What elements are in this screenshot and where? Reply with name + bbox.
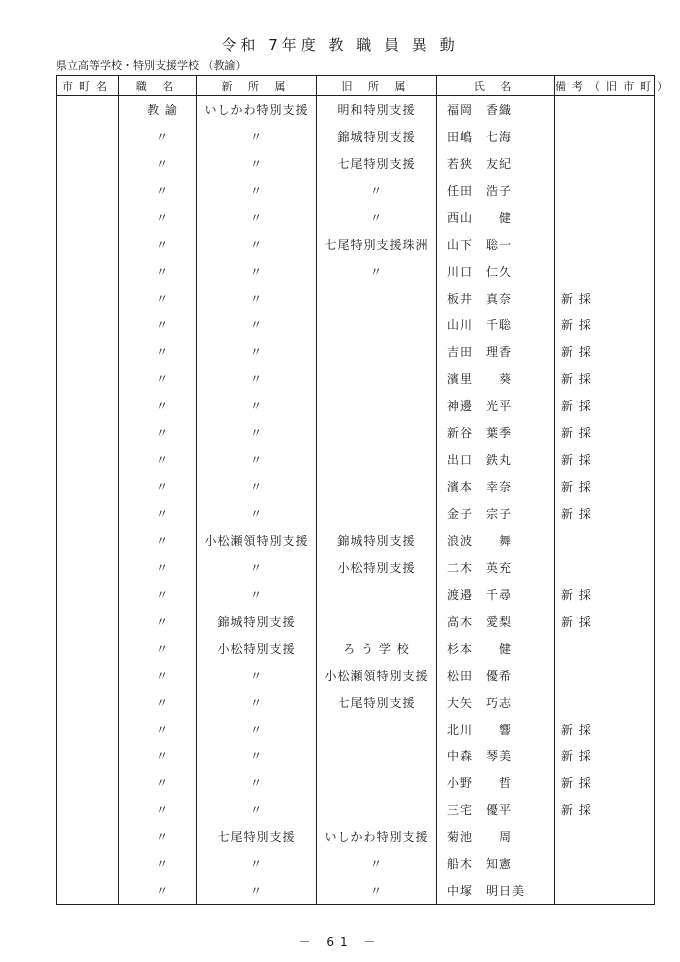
cell-old-post: 七尾特別支援 [317, 689, 437, 716]
cell-name: 濱里 葵 [437, 365, 555, 392]
page-number: － 61 － [298, 935, 382, 949]
cell-new-post: 〃 [197, 258, 317, 285]
cell-note [555, 150, 655, 177]
cell-role: 〃 [119, 554, 197, 581]
cell-city [57, 446, 119, 473]
cell-old-post [317, 392, 437, 419]
cell-role: 〃 [119, 392, 197, 419]
cell-role: 〃 [119, 258, 197, 285]
table-row [57, 123, 655, 150]
cell-name: 福岡 香織 [437, 96, 555, 123]
table-row [57, 877, 655, 904]
cell-name: 任田 浩子 [437, 177, 555, 204]
table-row [57, 392, 655, 419]
cell-city [57, 285, 119, 312]
cell-note [555, 823, 655, 850]
cell-note: 新 採 [555, 608, 655, 635]
cell-old-post: 七尾特別支援 [317, 150, 437, 177]
cell-role: 〃 [119, 500, 197, 527]
cell-role: 〃 [119, 231, 197, 258]
cell-city [57, 392, 119, 419]
cell-note [555, 231, 655, 258]
cell-note [555, 689, 655, 716]
cell-role: 〃 [119, 150, 197, 177]
cell-city [57, 204, 119, 231]
cell-role: 〃 [119, 204, 197, 231]
header-old-post: 旧 所 属 [317, 76, 437, 96]
cell-old-post [317, 446, 437, 473]
cell-name: 松田 優希 [437, 662, 555, 689]
cell-city [57, 743, 119, 770]
cell-role: 〃 [119, 769, 197, 796]
cell-name: 渡邉 千尋 [437, 581, 555, 608]
cell-note [555, 177, 655, 204]
cell-old-post: 錦城特別支援 [317, 123, 437, 150]
cell-city [57, 500, 119, 527]
cell-role: 〃 [119, 796, 197, 823]
cell-city [57, 796, 119, 823]
cell-city [57, 123, 119, 150]
table-row [57, 581, 655, 608]
table-row [57, 527, 655, 554]
cell-role: 〃 [119, 177, 197, 204]
cell-new-post: 〃 [197, 662, 317, 689]
header-new-post: 新 所 属 [197, 76, 317, 96]
cell-new-post: 錦城特別支援 [197, 608, 317, 635]
cell-note: 新 採 [555, 473, 655, 500]
table-row [57, 662, 655, 689]
cell-old-post: 小松特別支援 [317, 554, 437, 581]
cell-new-post: 〃 [197, 446, 317, 473]
cell-role: 〃 [119, 743, 197, 770]
header-name: 氏 名 [437, 76, 555, 96]
cell-name: 山川 千聡 [437, 312, 555, 339]
cell-new-post: 〃 [197, 581, 317, 608]
table-row [57, 177, 655, 204]
table-row [57, 743, 655, 770]
cell-new-post: 〃 [197, 850, 317, 877]
cell-name: 小野 哲 [437, 769, 555, 796]
cell-city [57, 258, 119, 285]
cell-city [57, 823, 119, 850]
cell-city [57, 473, 119, 500]
cell-city [57, 96, 119, 123]
cell-city [57, 150, 119, 177]
cell-new-post: 〃 [197, 689, 317, 716]
cell-note: 新 採 [555, 446, 655, 473]
cell-new-post: 小松特別支援 [197, 635, 317, 662]
cell-old-post [317, 285, 437, 312]
cell-new-post: 〃 [197, 419, 317, 446]
cell-old-post [317, 716, 437, 743]
cell-city [57, 312, 119, 339]
cell-role: 〃 [119, 419, 197, 446]
table-row [57, 635, 655, 662]
cell-city [57, 769, 119, 796]
cell-name: 中塚 明日美 [437, 877, 555, 904]
cell-role: 〃 [119, 338, 197, 365]
cell-new-post: 〃 [197, 231, 317, 258]
cell-old-post: 小松瀬領特別支援 [317, 662, 437, 689]
cell-name: 菊池 周 [437, 823, 555, 850]
table-body [57, 96, 655, 905]
cell-name: 金子 宗子 [437, 500, 555, 527]
cell-new-post: 〃 [197, 338, 317, 365]
cell-new-post: 〃 [197, 123, 317, 150]
cell-old-post: 〃 [317, 877, 437, 904]
cell-old-post: 〃 [317, 204, 437, 231]
cell-new-post: 〃 [197, 716, 317, 743]
cell-role: 〃 [119, 581, 197, 608]
cell-note: 新 採 [555, 312, 655, 339]
cell-role: 〃 [119, 312, 197, 339]
table-row [57, 689, 655, 716]
cell-name: 船木 知憲 [437, 850, 555, 877]
cell-name: 濱本 幸奈 [437, 473, 555, 500]
cell-old-post [317, 365, 437, 392]
table-row [57, 446, 655, 473]
table-row [57, 608, 655, 635]
page-title: 令和 7年度 教 職 員 異 動 [221, 36, 459, 54]
cell-old-post: 錦城特別支援 [317, 527, 437, 554]
cell-name: 山下 聡一 [437, 231, 555, 258]
cell-city [57, 635, 119, 662]
cell-role: 〃 [119, 716, 197, 743]
cell-old-post [317, 338, 437, 365]
table-row [57, 365, 655, 392]
cell-role: 〃 [119, 608, 197, 635]
cell-note: 新 採 [555, 365, 655, 392]
cell-note [555, 877, 655, 904]
cell-note [555, 96, 655, 123]
cell-name: 高木 愛梨 [437, 608, 555, 635]
cell-name: 大矢 巧志 [437, 689, 555, 716]
cell-role: 〃 [119, 473, 197, 500]
table-row [57, 850, 655, 877]
cell-old-post [317, 500, 437, 527]
cell-name: 吉田 理香 [437, 338, 555, 365]
cell-role: 〃 [119, 689, 197, 716]
table-row [57, 258, 655, 285]
table-row [57, 796, 655, 823]
header-note: 備考（旧市町） [555, 76, 655, 96]
cell-old-post: 明和特別支援 [317, 96, 437, 123]
table-row [57, 716, 655, 743]
cell-old-post [317, 796, 437, 823]
cell-new-post: 〃 [197, 177, 317, 204]
cell-note: 新 採 [555, 581, 655, 608]
cell-role: 〃 [119, 662, 197, 689]
cell-role: 〃 [119, 527, 197, 554]
table-row [57, 500, 655, 527]
cell-new-post: 〃 [197, 769, 317, 796]
cell-note [555, 527, 655, 554]
cell-note: 新 採 [555, 419, 655, 446]
cell-new-post: 〃 [197, 150, 317, 177]
cell-city [57, 338, 119, 365]
cell-old-post: いしかわ特別支援 [317, 823, 437, 850]
cell-new-post: 〃 [197, 743, 317, 770]
cell-old-post: 〃 [317, 850, 437, 877]
cell-old-post [317, 608, 437, 635]
cell-name: 神邊 光平 [437, 392, 555, 419]
cell-city [57, 581, 119, 608]
cell-note [555, 258, 655, 285]
cell-city [57, 608, 119, 635]
cell-note: 新 採 [555, 796, 655, 823]
header-city: 市町名 [57, 76, 119, 96]
cell-role: 〃 [119, 877, 197, 904]
cell-new-post: 〃 [197, 473, 317, 500]
cell-city [57, 231, 119, 258]
cell-name: 田嶋 七海 [437, 123, 555, 150]
cell-name: 若狭 友紀 [437, 150, 555, 177]
cell-new-post: 七尾特別支援 [197, 823, 317, 850]
section-subtitle: 県立高等学校・特別支援学校 （教諭） [56, 59, 247, 72]
table-row [57, 473, 655, 500]
cell-old-post: 〃 [317, 177, 437, 204]
cell-note: 新 採 [555, 500, 655, 527]
table-row [57, 231, 655, 258]
personnel-table [56, 75, 674, 905]
table-row [57, 823, 655, 850]
cell-role: 〃 [119, 635, 197, 662]
cell-note: 新 採 [555, 716, 655, 743]
cell-city [57, 716, 119, 743]
cell-name: 中森 琴美 [437, 743, 555, 770]
cell-role: 〃 [119, 823, 197, 850]
cell-new-post: 〃 [197, 877, 317, 904]
cell-old-post [317, 769, 437, 796]
cell-role: 〃 [119, 285, 197, 312]
cell-name: 杉本 健 [437, 635, 555, 662]
cell-note: 新 採 [555, 285, 655, 312]
cell-note [555, 635, 655, 662]
cell-note: 新 採 [555, 338, 655, 365]
cell-name: 川口 仁久 [437, 258, 555, 285]
cell-name: 二木 英充 [437, 554, 555, 581]
cell-city [57, 365, 119, 392]
cell-new-post: 〃 [197, 500, 317, 527]
cell-name: 三宅 優平 [437, 796, 555, 823]
cell-city [57, 662, 119, 689]
cell-note: 新 採 [555, 743, 655, 770]
cell-name: 浪波 舞 [437, 527, 555, 554]
cell-note [555, 123, 655, 150]
table-row [57, 312, 655, 339]
cell-old-post [317, 581, 437, 608]
cell-old-post: ろ う 学 校 [317, 635, 437, 662]
cell-old-post [317, 473, 437, 500]
table-row [57, 204, 655, 231]
cell-name: 板井 真奈 [437, 285, 555, 312]
cell-note [555, 850, 655, 877]
cell-name: 新谷 葉季 [437, 419, 555, 446]
table-row [57, 419, 655, 446]
cell-role: 〃 [119, 446, 197, 473]
cell-new-post: 〃 [197, 365, 317, 392]
table-row [57, 96, 655, 123]
cell-new-post: 小松瀬領特別支援 [197, 527, 317, 554]
cell-new-post: 〃 [197, 285, 317, 312]
cell-city [57, 689, 119, 716]
cell-note [555, 662, 655, 689]
table-header [57, 76, 674, 96]
cell-new-post: 〃 [197, 554, 317, 581]
header-role: 職 名 [119, 76, 197, 96]
cell-city [57, 419, 119, 446]
cell-note: 新 採 [555, 392, 655, 419]
cell-role: 〃 [119, 123, 197, 150]
cell-city [57, 177, 119, 204]
cell-old-post: 〃 [317, 258, 437, 285]
cell-note [555, 204, 655, 231]
cell-name: 西山 健 [437, 204, 555, 231]
table-row [57, 150, 655, 177]
cell-role: 〃 [119, 850, 197, 877]
table-row [57, 769, 655, 796]
cell-city [57, 527, 119, 554]
cell-old-post [317, 312, 437, 339]
cell-new-post: いしかわ特別支援 [197, 96, 317, 123]
cell-old-post: 七尾特別支援珠洲 [317, 231, 437, 258]
cell-city [57, 554, 119, 581]
cell-note: 新 採 [555, 769, 655, 796]
cell-new-post: 〃 [197, 796, 317, 823]
table-row [57, 285, 655, 312]
cell-old-post [317, 743, 437, 770]
cell-old-post [317, 419, 437, 446]
cell-name: 北川 響 [437, 716, 555, 743]
table-row [57, 554, 655, 581]
cell-new-post: 〃 [197, 392, 317, 419]
cell-city [57, 850, 119, 877]
cell-name: 出口 鉄丸 [437, 446, 555, 473]
cell-note [555, 554, 655, 581]
cell-new-post: 〃 [197, 204, 317, 231]
table-row [57, 338, 655, 365]
cell-role: 教 諭 [119, 96, 197, 123]
cell-role: 〃 [119, 365, 197, 392]
cell-city [57, 877, 119, 904]
cell-new-post: 〃 [197, 312, 317, 339]
